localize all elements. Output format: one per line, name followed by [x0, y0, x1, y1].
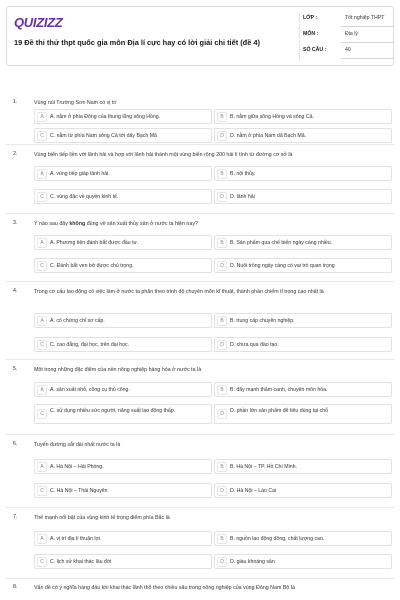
- question-text: Vấn đề có ý nghĩa hàng đầu khi khai thác lãnh thổ theo chiều sâu trong nông nghiệp của vùng Đông Nam Bộ là: [34, 585, 295, 591]
- option-letter: D: [217, 486, 227, 496]
- option-b[interactable]: [214, 109, 392, 124]
- question-text: [34, 220, 386, 229]
- worksheet-header: [6, 6, 394, 66]
- option-d[interactable]: [214, 189, 392, 204]
- question-text-emphasis: không: [69, 221, 86, 227]
- option-letter: D: [217, 131, 227, 141]
- option-text: A. Phương tiện đánh bắt được đầu tư.: [50, 240, 139, 246]
- option-d[interactable]: [214, 404, 392, 424]
- question-divider: [6, 213, 394, 214]
- question-number: 6.: [13, 441, 18, 447]
- question-divider: [6, 144, 394, 145]
- option-c[interactable]: [34, 128, 212, 143]
- question-text-post: đúng về sản xuất thủy sản ở nước ta hiện nay?: [85, 221, 198, 227]
- option-text: C. vùng đặc về quyền kinh tế.: [50, 194, 119, 200]
- option-d[interactable]: [214, 483, 392, 498]
- question-number: 5.: [13, 366, 18, 372]
- meta-count: [303, 45, 393, 59]
- option-a[interactable]: [34, 313, 212, 328]
- option-letter: A: [37, 112, 47, 122]
- option-d[interactable]: [214, 554, 392, 569]
- option-letter: C: [37, 261, 47, 271]
- option-text: A. có chứng chỉ sơ cấp.: [50, 318, 105, 324]
- option-text: D. phần lớn sản phẩm để tiêu dùng tại chỗ: [230, 408, 328, 414]
- option-b[interactable]: [214, 531, 392, 546]
- option-b[interactable]: [214, 382, 392, 397]
- option-a[interactable]: [34, 235, 212, 250]
- question-number: 1.: [13, 99, 18, 105]
- question-text-pre: Ý nào sau đây: [34, 221, 70, 227]
- meta-count-label: SỐ CÂU :: [303, 47, 327, 53]
- option-c[interactable]: [34, 258, 212, 273]
- option-text: C. cao đẳng, đại học, trên đại học.: [50, 342, 130, 348]
- option-a[interactable]: [34, 166, 212, 181]
- option-text: A. vị trí địa lí thuận lợi.: [50, 536, 102, 542]
- option-letter: A: [37, 462, 47, 472]
- option-text: D. lãnh hải: [230, 194, 255, 200]
- option-a[interactable]: [34, 531, 212, 546]
- option-d[interactable]: [214, 337, 392, 352]
- question-text: Trong cơ cấu lao động có việc làm ở nước ta phân theo trình độ chuyên môn kĩ thuật, thành phần chiếm tỉ trọng cao nhất là: [34, 289, 324, 295]
- option-letter: C: [37, 486, 47, 496]
- option-b[interactable]: [214, 459, 392, 474]
- option-a[interactable]: [34, 109, 212, 124]
- option-letter: B: [217, 534, 227, 544]
- question-divider: [6, 507, 394, 508]
- option-d[interactable]: [214, 258, 392, 273]
- meta-line: [341, 42, 393, 43]
- option-letter: A: [37, 238, 47, 248]
- option-a[interactable]: [34, 459, 212, 474]
- option-b[interactable]: [214, 235, 392, 250]
- meta-line: [341, 58, 393, 59]
- question-number: 3.: [13, 220, 18, 226]
- header-divider: [299, 13, 300, 61]
- option-letter: A: [37, 169, 47, 179]
- option-letter: B: [217, 385, 227, 395]
- option-text: C. nằm từ phía Nam sông Cả tới dãy Bạch Mã: [50, 133, 157, 139]
- meta-subject: [303, 29, 393, 43]
- option-text: D. chưa qua đào tạo.: [230, 342, 279, 348]
- meta-subject-value: Địa lý: [345, 31, 358, 37]
- option-letter: A: [37, 534, 47, 544]
- option-letter: B: [217, 462, 227, 472]
- meta-subject-label: MÔN :: [303, 31, 319, 37]
- option-letter: A: [37, 385, 47, 395]
- question-number: 7.: [13, 514, 18, 520]
- question-number: 4.: [13, 288, 18, 294]
- option-letter: D: [217, 340, 227, 350]
- option-text: C. sử dụng nhiều sức người, năng suất lao động thấp.: [50, 408, 176, 414]
- option-letter: B: [217, 238, 227, 248]
- option-text: A. vùng tiếp giáp lãnh hải.: [50, 171, 110, 177]
- option-text: D. Hà Nội – Lào Cai: [230, 488, 277, 494]
- option-letter: C: [37, 192, 47, 202]
- option-d[interactable]: [214, 128, 392, 143]
- option-text: D. Nuôi trồng ngày càng có vai trò quan trọng: [230, 263, 335, 269]
- question-divider: [6, 281, 394, 282]
- question-divider: [6, 359, 394, 360]
- worksheet-title: 19 Đề thi thử thpt quốc gia môn Địa lí cực hay có lời giải chi tiết (đề 4): [14, 38, 260, 47]
- option-text: D. nằm ở phía Nam dã Bạch Mã.: [230, 133, 307, 139]
- option-a[interactable]: [34, 382, 212, 397]
- option-c[interactable]: [34, 337, 212, 352]
- option-text: B. Hà Nội – TP. Hồ Chí Minh.: [230, 464, 297, 470]
- option-text: C. Đánh bắt ven bờ được chú trọng.: [50, 263, 134, 269]
- meta-count-value: 40: [345, 47, 351, 53]
- option-text: B. đẩy mạnh thâm canh, chuyên môn hóa.: [230, 387, 328, 393]
- option-letter: D: [217, 557, 227, 567]
- option-c[interactable]: [34, 189, 212, 204]
- quizizz-logo: QUIZIZZ: [14, 15, 63, 30]
- option-c[interactable]: [34, 554, 212, 569]
- option-letter: D: [217, 261, 227, 271]
- option-c[interactable]: [34, 483, 212, 498]
- option-letter: C: [37, 340, 47, 350]
- option-letter: C: [37, 131, 47, 141]
- meta-line: [341, 26, 393, 27]
- option-text: B. nguồn lao động đông, chất lượng cao.: [230, 536, 325, 542]
- option-text: C. Hà Nội – Thái Nguyên: [50, 488, 108, 494]
- meta-class-label: LỚP :: [303, 15, 318, 21]
- option-text: C. lịch sử khai thác lâu đời: [50, 559, 112, 565]
- question-text: Tuyến đường sắt dài nhất nước ta là: [34, 442, 121, 448]
- option-text: D. giàu khoáng sản: [230, 559, 275, 565]
- option-letter: A: [37, 316, 47, 326]
- option-b[interactable]: [214, 313, 392, 328]
- question-text: Vùng núi Trường Sơn Nam có vị trí: [34, 100, 117, 106]
- question-divider: [6, 578, 394, 579]
- question-text: Một trong những đặc điểm của nền nông nghiệp hàng hóa ở nước ta là: [34, 367, 202, 373]
- option-letter: B: [217, 112, 227, 122]
- option-letter: C: [37, 557, 47, 567]
- option-letter: C: [37, 409, 47, 419]
- meta-class: [303, 13, 393, 27]
- question-divider: [6, 434, 394, 435]
- option-text: A. Hà Nội – Hải Phòng.: [50, 464, 104, 470]
- option-text: B. nội thủy.: [230, 171, 256, 177]
- option-text: B. Sản phẩm qua chế biến ngày càng nhiều.: [230, 240, 333, 246]
- meta-class-value: Tốt nghiệp THPT: [345, 15, 385, 21]
- option-text: A. sản xuất nhỏ, công cụ thủ công.: [50, 387, 130, 393]
- question-number: 2.: [13, 151, 18, 157]
- option-letter: B: [217, 169, 227, 179]
- option-c[interactable]: [34, 404, 212, 424]
- option-text: B. trung cấp chuyên nghiệp.: [230, 318, 295, 324]
- option-letter: D: [217, 409, 227, 419]
- option-b[interactable]: [214, 166, 392, 181]
- question-text: Vùng biển tiếp liền với lãnh hải và hợp với lãnh hải thành một vùng biển rộng 200 hải lí tính từ đường cơ sở là: [34, 152, 293, 158]
- option-text: B. nằm giữa sông Hồng và sông Cả.: [230, 114, 314, 120]
- question-number: 8.: [13, 584, 18, 590]
- option-text: A. nằm ở phía Đông của thung lũng sông Hồng.: [50, 114, 161, 120]
- option-letter: B: [217, 316, 227, 326]
- question-text: Thế mạnh nổi bật của vùng kinh tế trọng điểm phía Bắc là: [34, 515, 170, 521]
- option-letter: D: [217, 192, 227, 202]
